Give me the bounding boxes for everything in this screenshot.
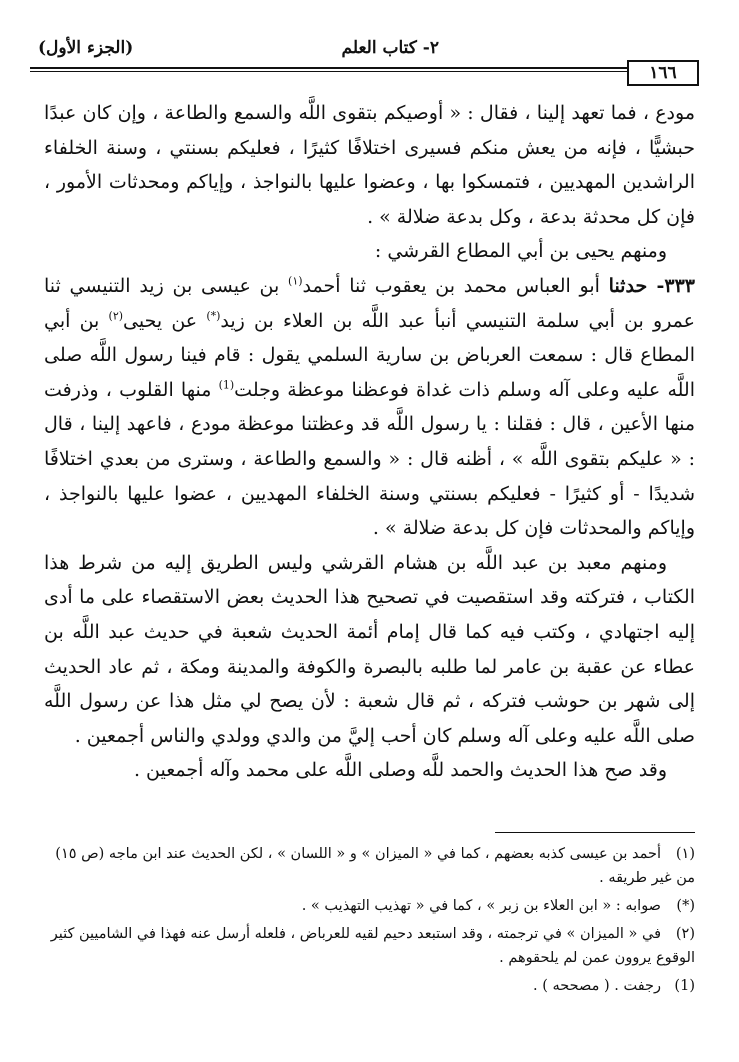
footnote — [44, 974, 695, 998]
paragraph-5: وقد صح هذا الحديث والحمد للَّه وصلى اللَّه على محمد وآله أجمعين . — [133, 759, 667, 782]
main-text — [44, 96, 695, 788]
running-header — [30, 38, 709, 66]
hadith-number: ٣٣٣- حدثنا — [608, 274, 695, 297]
text-seg: منها القلوب ، وذرفت منها الأعين ، قال : فقلنا : يا رسول اللَّه قد وعظتنا موعظة مودع ، فاعهد إلينا ، قال : « عليكم بتقوى اللَّه » ، أظنه قال : « والسمع والطاعة ، وسترى من بعدي اختلافًا شديدًا - أو كثيرًا - فعليكم بسنتي وسنة الخلفاء المهديين ، عضوا عليها بالنواجذ ، وإياكم والمحدثات فإن كل بدعة ضلالة » . — [44, 378, 695, 540]
footnote — [44, 922, 695, 970]
footnote-ref: (٢) — [108, 309, 124, 323]
footnote-rule — [495, 832, 695, 833]
header-rule — [30, 67, 629, 69]
footnote-text: أحمد بن عيسى كذبه بعضهم ، كما في « الميزان » و « اللسان » ، لكن الحديث عند ابن ماجه (ص ١٥) من غير طريقه . — [55, 846, 695, 886]
text-seg: عن يحيى — [123, 309, 207, 332]
footnote-mark: (1) — [674, 978, 695, 994]
footnote-mark: (٢) — [675, 926, 695, 942]
paragraph-1: مودع ، فما تعهد إلينا ، فقال : « أوصيكم بتقوى اللَّه والسمع والطاعة ، وإن كان عبدًا حبشيًّا ، فإنه من يعش منكم فسيرى اختلافًا كثيرًا ، فعليكم بسنتي ، وسنة الخلفاء الراشدين المهديين ، فتمسكوا بها ، وعضوا عليها بالنواجذ ، وإياكم ومحدثات الأمور ، فإن كل محدثة بدعة ، وكل بدعة ضلالة » . — [44, 102, 695, 228]
paragraph-4: ومنهم معبد بن عبد اللَّه بن هشام القرشي وليس الطريق إليه من شرط هذا الكتاب ، فتركته وقد استقصيت في تصحيح هذا الحديث بعض الاستقصاء على ما أدى إليه اجتهادي ، وكتب فيه كما قال إمام أئمة الحديث شعبة في حديث عبد اللَّه بن عطاء عن عقبة بن عامر لما طلبه بالبصرة والكوفة والمدينة ومكة ، ثم عاد الحديث إلى شهر بن حوشب فتركه ، ثم قال شعبة : لأن يصح لي مثل هذا عن رسول اللَّه صلى اللَّه عليه وعلى آله وسلم كان أحب إليَّ من والدي وولدي والناس أجمعين . — [44, 551, 695, 747]
paragraph-3 — [44, 269, 695, 546]
footnote-ref: (*) — [206, 309, 221, 323]
chapter-title: ٢- كتاب العلم — [341, 38, 439, 58]
text-seg: بن أبي المطاع قال : سمعت العرباض بن سارية السلمي يقول : قام فينا رسول اللَّه صلى اللَّه عليه وعلى آله وسلم ذات غداة فوعظنا موعظة وجلت — [44, 309, 695, 401]
footnote-mark: (*) — [676, 898, 695, 914]
header-rule-thin — [30, 71, 629, 72]
text-seg: بن عيسى بن زيد التنيسي ثنا عمرو بن أبي سلمة التنيسي أنبأ عبد اللَّه بن العلاء بن زيد — [44, 274, 695, 332]
page-number: ١٦٦ — [627, 60, 699, 86]
volume-label: (الجزء الأول) — [38, 38, 134, 58]
paragraph-2: ومنهم يحيى بن أبي المطاع القرشي : — [374, 240, 667, 263]
footnote-text: صوابه : « ابن العلاء بن زبر » ، كما في « تهذيب التهذيب » . — [301, 898, 661, 914]
footnote — [44, 894, 695, 918]
footnote-text: في « الميزان » في ترجمته ، وقد استبعد دحيم لقيه للعرباض ، فلعله أرسل عنه فهذا في الشاميين كثير الوقوع يروون عمن لم يلحقوهم . — [50, 926, 695, 966]
footnote — [44, 842, 695, 890]
footnote-ref: (1) — [218, 378, 235, 392]
text-seg: أبو العباس محمد بن يعقوب ثنا أحمد — [302, 274, 609, 297]
footnote-text: رجفت . ( مصححه ) . — [533, 978, 661, 994]
footnotes — [44, 842, 695, 1002]
footnote-ref: (١) — [288, 274, 303, 288]
footnote-mark: (١) — [675, 846, 695, 862]
